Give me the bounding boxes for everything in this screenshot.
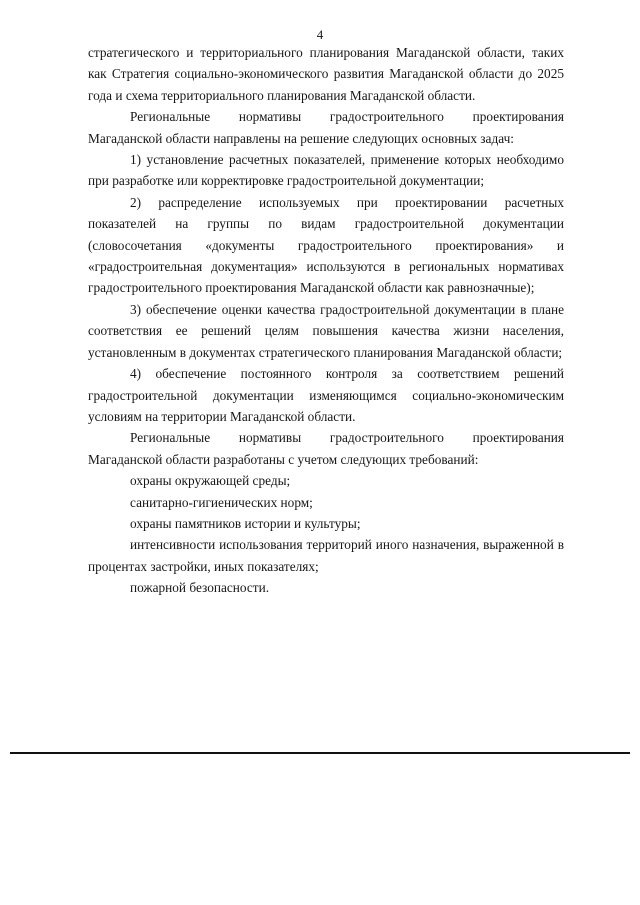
- requirement-item-2: санитарно-гигиенических норм;: [130, 494, 313, 510]
- requirement-item-4: интенсивности использования территорий иного назначения, выраженной в процентах застройки, иных показателях;: [88, 537, 564, 574]
- task-item-3: 3) обеспечение оценки качества градостроительной документации в плане соответствия ее решений целям повышения качества жизни населения, установленным в документах стратегического планирования Магаданской области;: [88, 301, 564, 360]
- page-number: 4: [316, 27, 324, 42]
- requirement-item-1: охраны окружающей среды;: [130, 473, 291, 489]
- paragraph-tasks-heading: Региональные нормативы градостроительного проектирования Магаданской области направлены на решение следующих основных задач:: [88, 109, 564, 146]
- bottom-divider: [10, 752, 630, 754]
- task-item-1: 1) установление расчетных показателей, применение которых необходимо при разработке или корректировке градостроительной документации;: [88, 152, 564, 189]
- document-body: [88, 42, 564, 599]
- paragraph-intro: стратегического и территориального планирования Магаданской области, таких как Стратегия социально-экономического развития Магаданской области до 2025 года и схема территориального планирования Магаданской области.: [88, 45, 564, 103]
- task-item-4: 4) обеспечение постоянного контроля за соответствием решений градостроительной документации изменяющимся социально-экономическим условиям на территории Магаданской области.: [88, 366, 564, 424]
- requirement-item-5: пожарной безопасности.: [130, 580, 270, 596]
- paragraph-requirements-heading: Региональные нормативы градостроительного проектирования Магаданской области разработаны с учетом следующих требований:: [88, 430, 564, 467]
- task-item-2: 2) распределение используемых при проектировании расчетных показателей на группы по видам градостроительной документации (словосочетания «документы градостроительного проектирования» и «градостроительная документация» используются в региональных нормативах градостроительного проектирования Магаданской области как равнозначные);: [88, 194, 564, 296]
- requirement-item-3: охраны памятников истории и культуры;: [130, 515, 361, 531]
